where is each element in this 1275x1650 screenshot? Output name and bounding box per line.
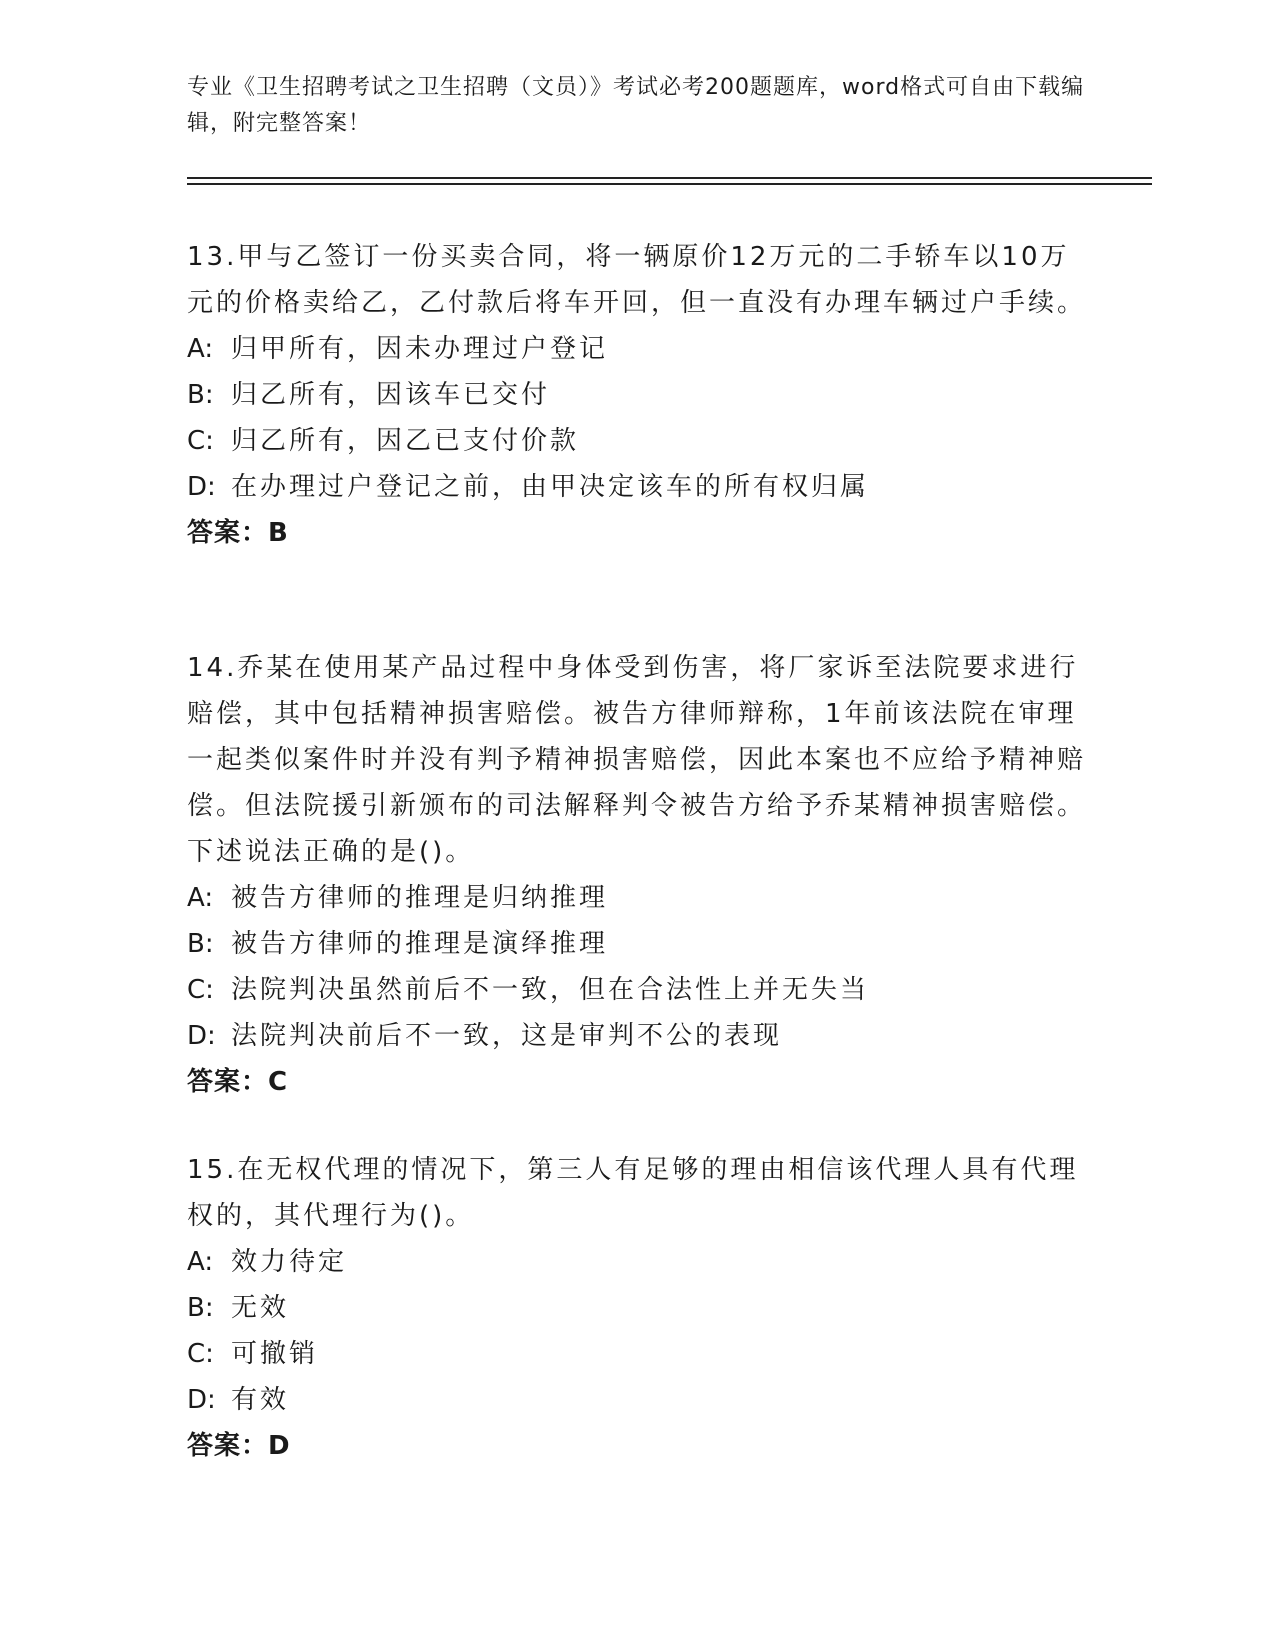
option-letter: A:: [187, 334, 214, 364]
option-letter: D:: [187, 1021, 216, 1051]
document-header: 专业《卫生招聘考试之卫生招聘（文员）》考试必考200题题库，word格式可自由下载编辑，附完整答案！: [187, 75, 1085, 136]
option-b: [187, 921, 1087, 967]
option-text: 归乙所有，因乙已支付价款: [231, 426, 580, 456]
option-d: [187, 1377, 1087, 1423]
option-c: [187, 1331, 1087, 1377]
option-letter: C:: [187, 975, 214, 1005]
option-text: 可撤销: [231, 1339, 319, 1369]
answer: 答案：D: [187, 1431, 291, 1461]
question-13: [187, 234, 1087, 556]
option-text: 无效: [231, 1293, 290, 1323]
option-letter: B:: [187, 1293, 214, 1323]
option-a: [187, 326, 1087, 372]
option-text: 归甲所有，因未办理过户登记: [231, 334, 609, 364]
option-b: [187, 1285, 1087, 1331]
option-text: 被告方律师的推理是归纳推理: [231, 883, 609, 913]
option-text: 归乙所有，因该车已交付: [231, 380, 551, 410]
option-text: 效力待定: [231, 1247, 348, 1277]
question-stem: 14.乔某在使用某产品过程中身体受到伤害，将厂家诉至法院要求进行赔偿，其中包括精神损害赔偿。被告方律师辩称，1年前该法院在审理一起类似案件时并没有判予精神损害赔偿，因此本案也不应给予精神赔偿。但法院援引新颁布的司法解释判令被告方给予乔某精神损害赔偿。下述说法正确的是()。: [187, 653, 1087, 867]
option-a: [187, 875, 1087, 921]
option-letter: A:: [187, 1247, 214, 1277]
option-letter: B:: [187, 929, 214, 959]
header-divider-bottom: [187, 183, 1152, 185]
option-letter: D:: [187, 472, 216, 502]
option-letter: C:: [187, 426, 214, 456]
question-14: [187, 645, 1087, 1105]
header-divider-top: [187, 177, 1152, 179]
option-d: [187, 464, 1087, 510]
option-b: [187, 372, 1087, 418]
option-text: 法院判决虽然前后不一致，但在合法性上并无失当: [231, 975, 870, 1005]
option-c: [187, 418, 1087, 464]
option-text: 法院判决前后不一致，这是审判不公的表现: [231, 1021, 783, 1051]
option-letter: A:: [187, 883, 214, 913]
question-stem: 13.甲与乙签订一份买卖合同，将一辆原价12万元的二手轿车以10万元的价格卖给乙，乙付款后将车开回，但一直没有办理车辆过户手续。: [187, 242, 1087, 318]
option-text: 有效: [231, 1385, 290, 1415]
answer: 答案：C: [187, 1067, 289, 1097]
question-stem: 15.在无权代理的情况下，第三人有足够的理由相信该代理人具有代理权的，其代理行为()。: [187, 1155, 1079, 1231]
option-d: [187, 1013, 1087, 1059]
option-text: 在办理过户登记之前，由甲决定该车的所有权归属: [231, 472, 870, 502]
option-letter: B:: [187, 380, 214, 410]
option-c: [187, 967, 1087, 1013]
question-15: [187, 1147, 1087, 1469]
option-text: 被告方律师的推理是演绎推理: [231, 929, 609, 959]
option-a: [187, 1239, 1087, 1285]
answer: 答案：B: [187, 518, 289, 548]
option-letter: D:: [187, 1385, 216, 1415]
option-letter: C:: [187, 1339, 214, 1369]
